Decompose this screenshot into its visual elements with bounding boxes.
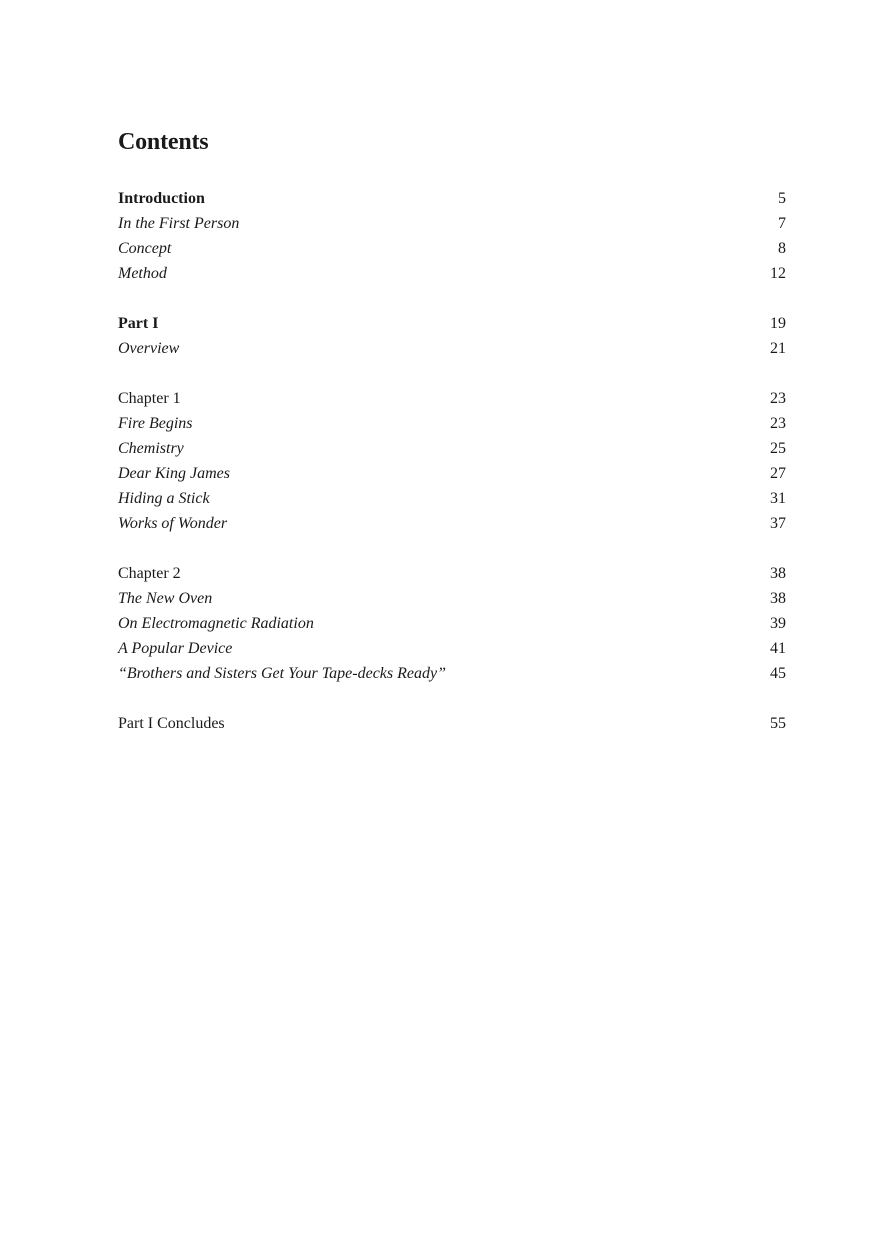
toc-entry-page: 5 <box>778 190 786 207</box>
toc-entry-page: 8 <box>778 240 786 257</box>
toc-entry-title: Chapter 2 <box>118 565 181 582</box>
toc-entry-page: 37 <box>770 515 786 532</box>
toc-entry-page: 21 <box>770 340 786 357</box>
toc-entry-title: Dear King James <box>118 465 230 482</box>
toc-entry-page: 19 <box>770 315 786 332</box>
toc-entry-page: 38 <box>770 565 786 582</box>
toc-entry-title: In the First Person <box>118 215 240 232</box>
toc-entry-title: Chemistry <box>118 440 184 457</box>
toc-entry-title: Overview <box>118 340 180 357</box>
toc-entry-page: 12 <box>770 265 786 282</box>
toc-entry[interactable] <box>118 636 786 661</box>
toc-entry-page: 38 <box>770 590 786 607</box>
toc-entry[interactable] <box>118 611 786 636</box>
toc-entry[interactable] <box>118 511 786 536</box>
toc-entry-title: Method <box>118 265 167 282</box>
toc-entry-title: The New Oven <box>118 590 213 607</box>
toc-section-chapter-1 <box>118 386 786 536</box>
toc-entry-title: Works of Wonder <box>118 515 228 532</box>
toc-entry[interactable] <box>118 411 786 436</box>
toc-entry[interactable] <box>118 586 786 611</box>
toc-entry[interactable] <box>118 436 786 461</box>
toc-entry[interactable] <box>118 486 786 511</box>
toc-entry-page: 23 <box>770 390 786 407</box>
toc-entry[interactable] <box>118 561 786 586</box>
toc-entry-title: Part I Concludes <box>118 715 225 732</box>
toc-entry-page: 25 <box>770 440 786 457</box>
toc-section-part-i-concludes <box>118 711 786 736</box>
toc-entry-page: 23 <box>770 415 786 432</box>
toc-entry[interactable] <box>118 711 786 736</box>
toc-entry-page: 27 <box>770 465 786 482</box>
table-of-contents <box>118 124 786 761</box>
toc-entry-title: “Brothers and Sisters Get Your Tape-decks Ready” <box>118 665 446 682</box>
toc-entry-page: 7 <box>778 215 786 232</box>
toc-entry[interactable] <box>118 386 786 411</box>
toc-entry-title: Chapter 1 <box>118 390 181 407</box>
toc-entry[interactable] <box>118 236 786 261</box>
toc-entry-title: Fire Begins <box>118 415 193 432</box>
toc-entry-title: A Popular Device <box>118 640 233 657</box>
toc-entry-title: On Electromagnetic Radiation <box>118 615 314 632</box>
toc-entry-title: Introduction <box>118 190 205 207</box>
toc-section-part-i <box>118 311 786 361</box>
toc-entry[interactable] <box>118 661 786 686</box>
toc-section-chapter-2 <box>118 561 786 686</box>
toc-entry-page: 55 <box>770 715 786 732</box>
toc-entry[interactable] <box>118 311 786 336</box>
toc-section-introduction <box>118 186 786 286</box>
toc-entry-page: 31 <box>770 490 786 507</box>
toc-entry-title: Part I <box>118 315 159 332</box>
toc-entry-title: Concept <box>118 240 172 257</box>
toc-entry[interactable] <box>118 461 786 486</box>
toc-entry-title: Hiding a Stick <box>118 490 210 507</box>
toc-entry-page: 39 <box>770 615 786 632</box>
page-title: Contents <box>118 129 209 155</box>
toc-entry-page: 45 <box>770 665 786 682</box>
toc-entry[interactable] <box>118 336 786 361</box>
toc-entry-page: 41 <box>770 640 786 657</box>
toc-entry[interactable] <box>118 186 786 211</box>
toc-entry[interactable] <box>118 211 786 236</box>
toc-entry[interactable] <box>118 261 786 286</box>
